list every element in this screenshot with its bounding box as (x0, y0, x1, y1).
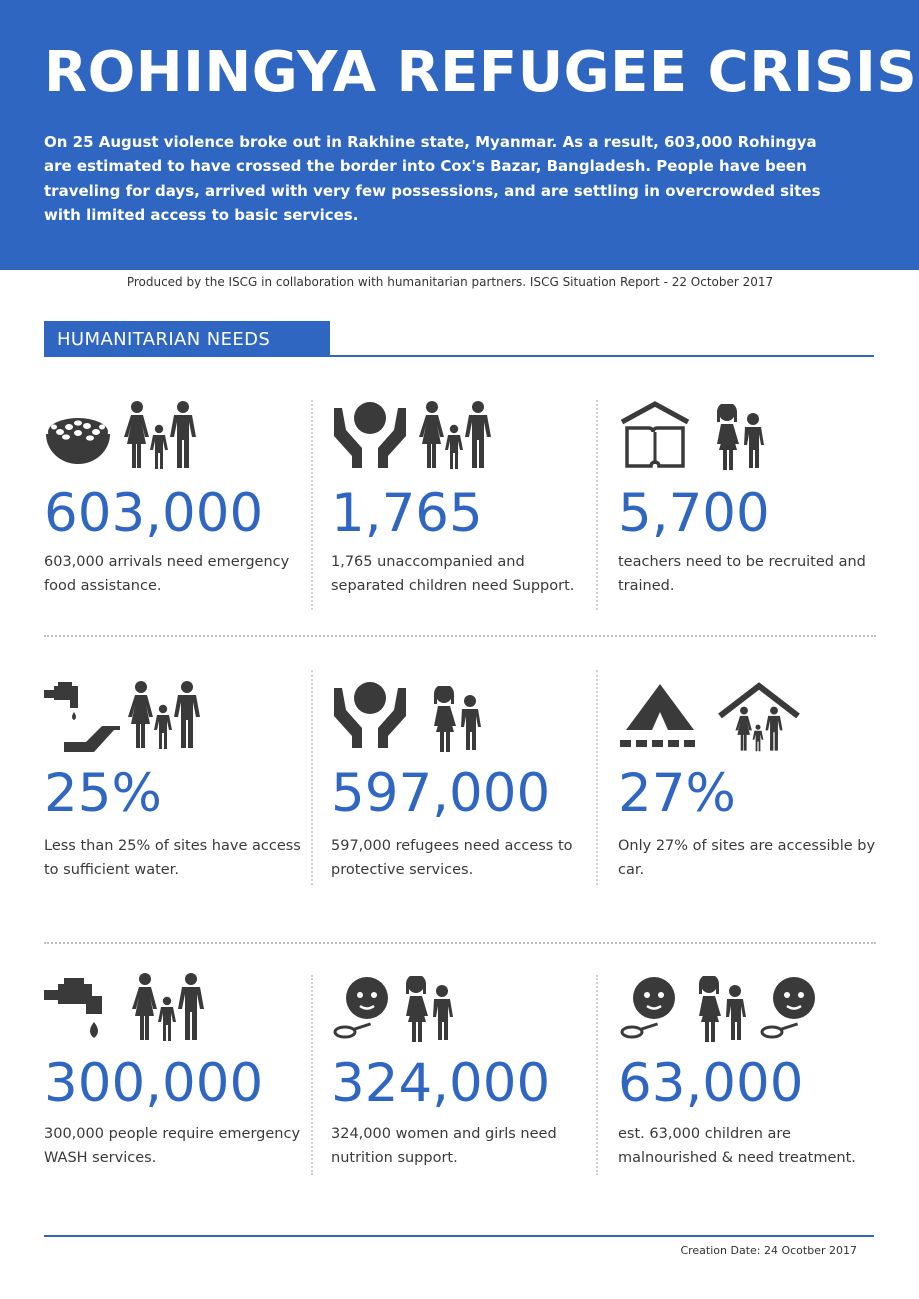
nutrition-face-icon (331, 976, 397, 1042)
stat-value: 63,000 (618, 1053, 804, 1114)
nutrition-face-icon (758, 976, 824, 1042)
creation-date: Creation Date: 24 Ocotber 2017 (680, 1244, 857, 1257)
stat-value: 1,765 (331, 483, 483, 544)
stat-description: 324,000 women and girls need nutrition support. (331, 1126, 557, 1166)
stat-value: 597,000 (331, 763, 551, 824)
children-icon (712, 404, 768, 470)
school-book-icon (618, 400, 692, 470)
stat-description: 300,000 people require emergency WASH services. (44, 1126, 301, 1166)
footer-divider (44, 1235, 874, 1237)
row-divider (44, 635, 876, 637)
page-title: ROHINGYA REFUGEE CRISIS (44, 40, 918, 105)
tent-road-icon (618, 682, 704, 750)
row-divider (44, 942, 876, 944)
stat-description: est. 63,000 children are malnourished & need treatment. (618, 1126, 856, 1166)
section-divider (44, 355, 874, 357)
nutrition-face-icon (618, 976, 684, 1042)
water-tap-hand-icon (44, 682, 122, 754)
protection-hands-icon (331, 680, 409, 752)
stat-description: 597,000 refugees need access to protective services. (331, 838, 573, 878)
stat-value: 324,000 (331, 1053, 551, 1114)
stat-description: Only 27% of sites are accessible by car. (618, 838, 876, 878)
children-icon (694, 976, 750, 1042)
stat-value: 603,000 (44, 483, 264, 544)
water-tap-icon (44, 976, 110, 1042)
children-icon (429, 686, 485, 752)
food-bowl-icon (44, 412, 112, 468)
stat-description: 1,765 unaccompanied and separated children need Support. (331, 554, 575, 594)
family-icon (130, 972, 208, 1042)
stat-description: 603,000 arrivals need emergency food assistance. (44, 554, 290, 594)
stat-value: 300,000 (44, 1053, 264, 1114)
shelter-family-icon (716, 680, 802, 752)
protection-hands-icon (331, 400, 409, 472)
stat-value: 25% (44, 763, 162, 824)
family-icon (417, 400, 495, 470)
family-icon (126, 680, 204, 750)
stat-description: Less than 25% of sites have access to sufficient water. (44, 838, 301, 878)
family-icon (122, 400, 200, 470)
stat-value: 27% (618, 763, 736, 824)
stat-value: 5,700 (618, 483, 770, 544)
credit-line: Produced by the ISCG in collaboration with humanitarian partners. ISCG Situation Report - 22 October 2017 (126, 275, 774, 289)
section-title: HUMANITARIAN NEEDS (44, 321, 330, 356)
stat-description: teachers need to be recruited and trained. (618, 554, 866, 594)
children-icon (401, 976, 457, 1042)
header-banner (0, 0, 919, 270)
intro-paragraph: On 25 August violence broke out in Rakhine state, Myanmar. As a result, 603,000 Rohingya are estimated to have crossed the border into Cox's Bazar, Bangladesh. People have been traveling for days, arrived with very few possessions, and are settling in overcrowded sites with limited access to basic services. (44, 133, 821, 224)
